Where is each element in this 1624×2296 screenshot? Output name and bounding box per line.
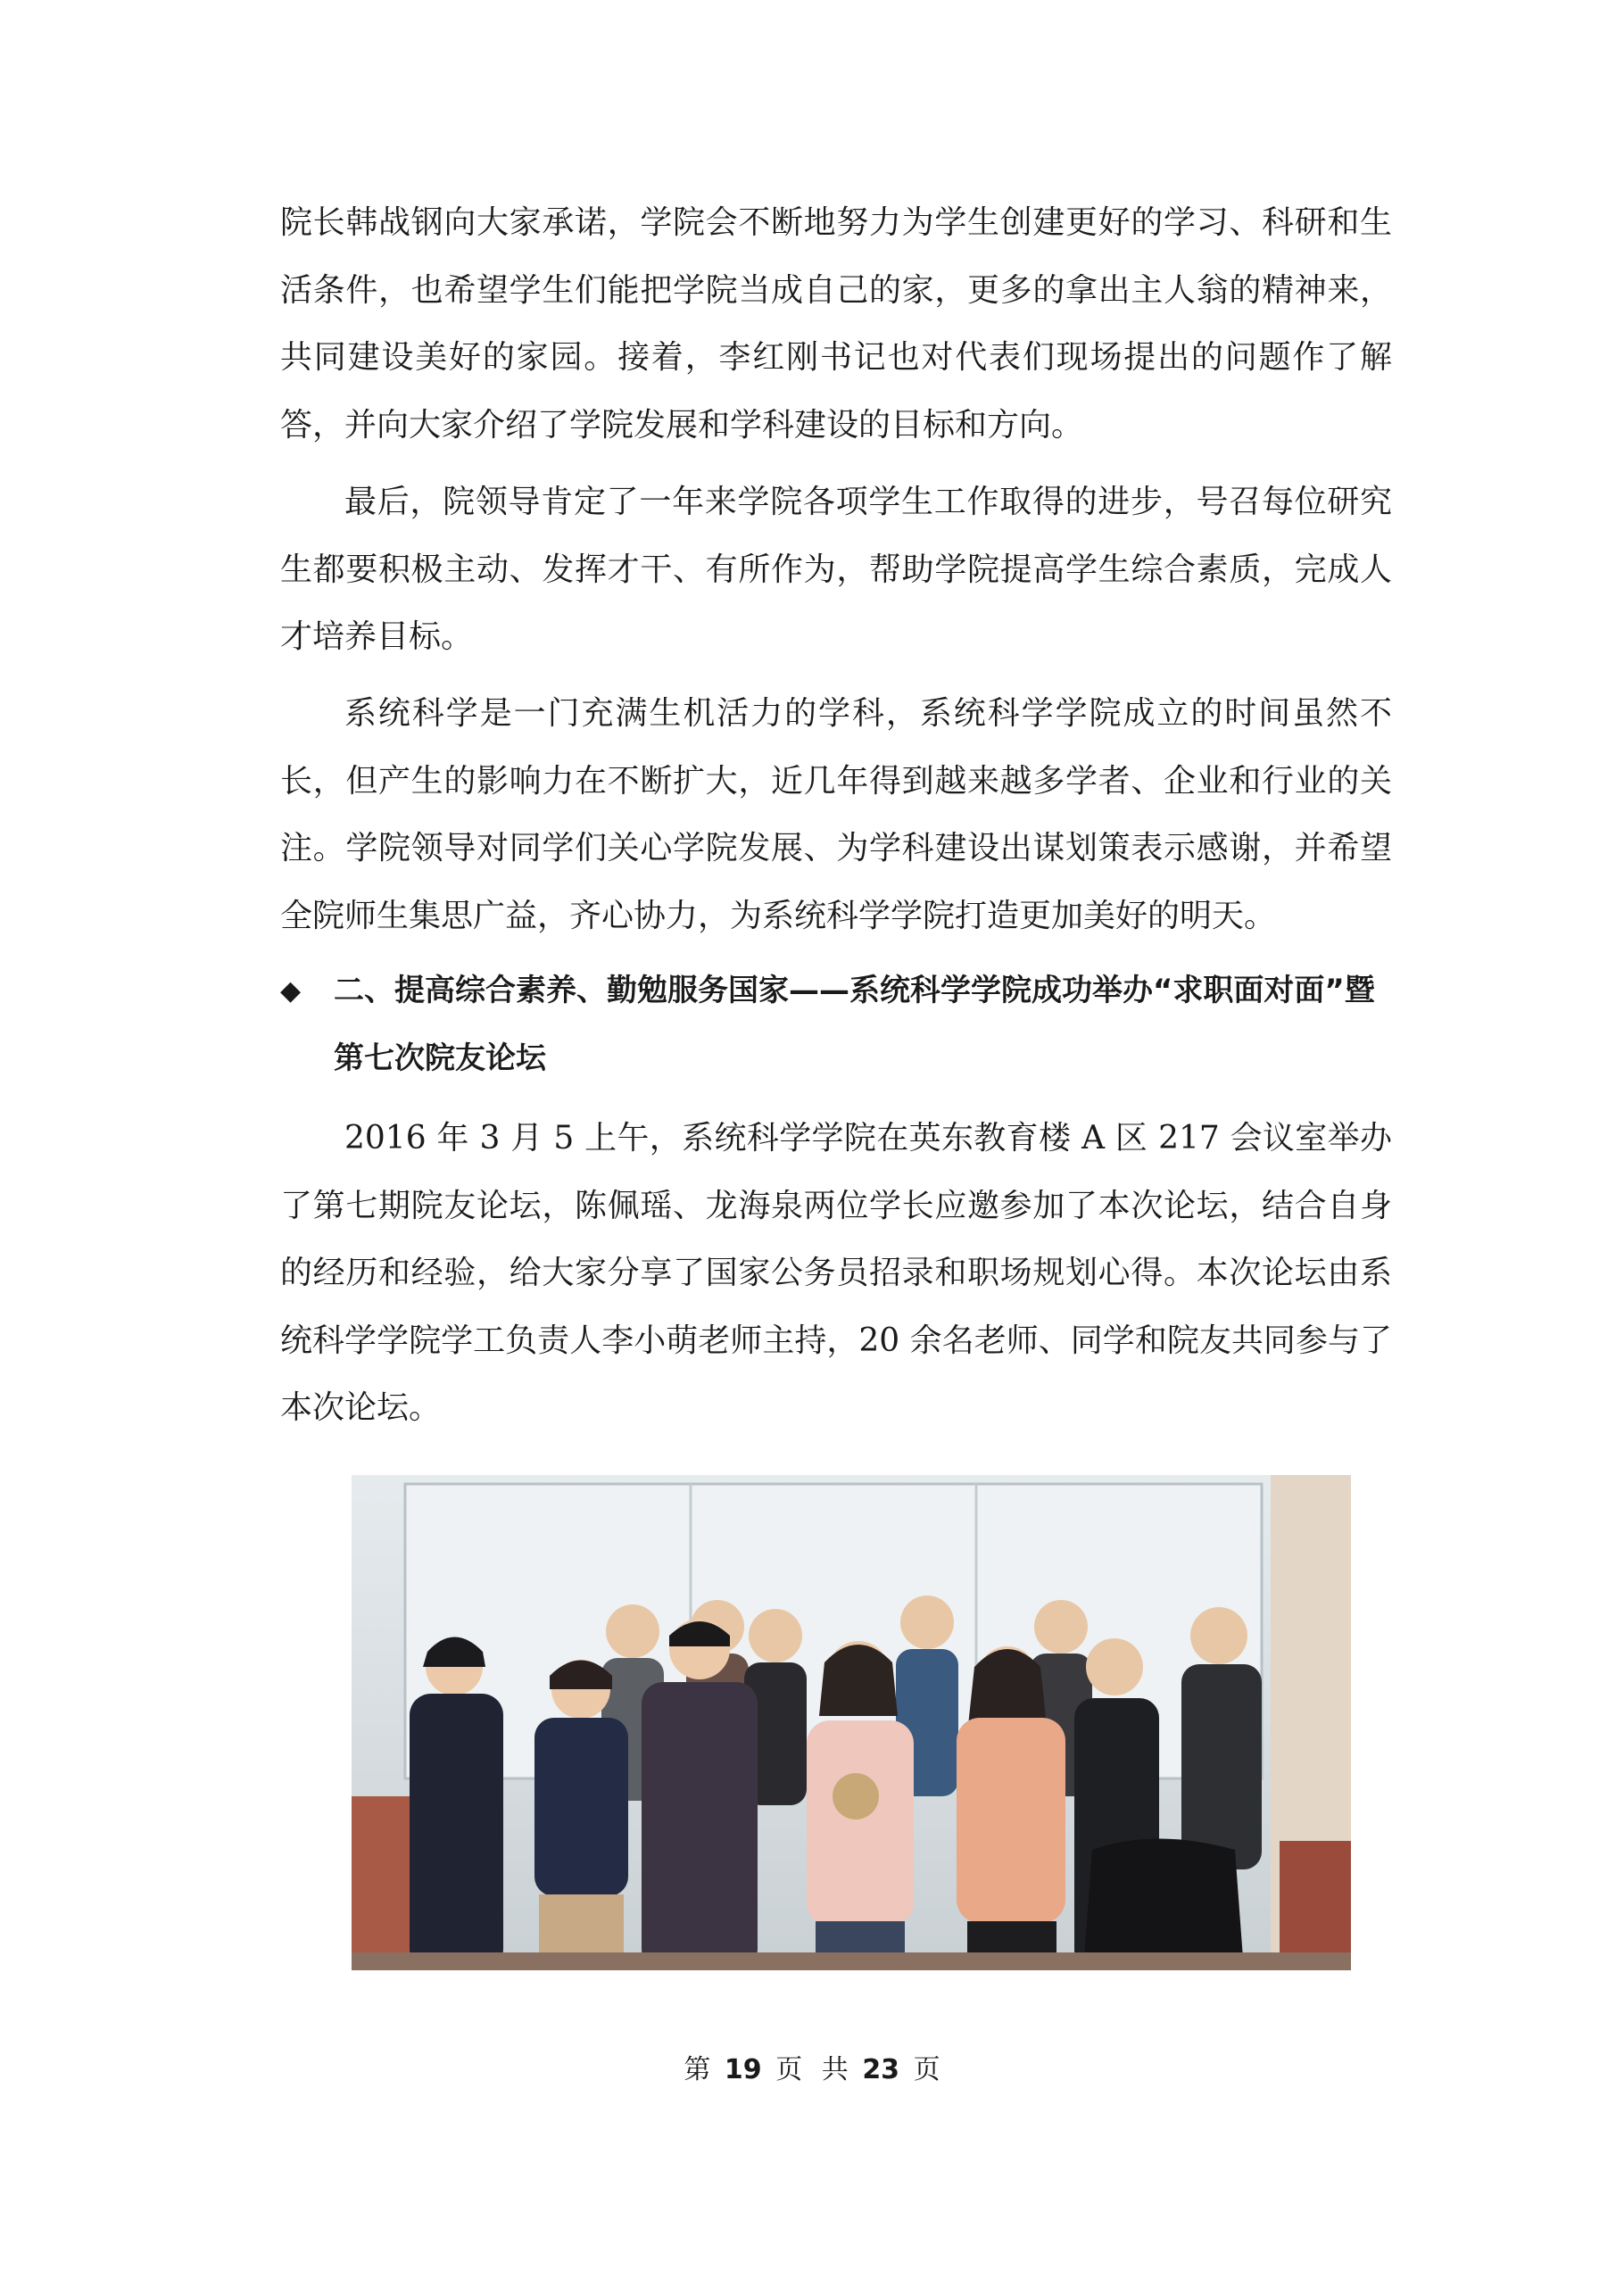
footer-prefix: 第 [684,2054,711,2085]
table-edge [352,1952,1351,1970]
paragraph-systems-science: 系统科学是一门充满生机活力的学科，系统科学学院成立的时间虽然不长，但产生的影响力在不断扩大，近几年得到越来越多学者、企业和行业的关注。学院领导对同学们关心学院发展、为学科建设出谋划策表示感谢，并希望全院师生集思广益，齐心协力，为系统科学学院打造更加美好的明天。 [280,695,1392,934]
section-title: 二、提高综合素养、勤勉服务国家——系统科学学院成功举办“求职面对面”暨第七次院友论坛 [334,973,1375,1076]
footer-total-word: 共 [821,2054,849,2085]
diamond-bullet-icon: ◆ [280,975,302,1007]
current-page-number: 19 [724,2054,762,2085]
chair [1083,1839,1244,1971]
footer-page-word: 页 [775,2054,803,2085]
paragraph-leaders-affirm: 最后，院领导肯定了一年来学院各项学生工作取得的进步，号召每位研究生都要积极主动、发挥才干、有所作为，帮助学院提高学生综合素质，完成人才培养目标。 [280,484,1392,655]
paragraph-dean-promise: 院长韩战钢向大家承诺，学院会不断地努力为学生创建更好的学习、科研和生活条件，也希望学生们能把学院当成自己的家，更多的拿出主人翁的精神来，共同建设美好的家园。接着，李红刚书记也对代表们现场提出的问题作了解答，并向大家介绍了学院发展和学科建设的目标和方向。 [280,204,1392,443]
total-page-number: 23 [862,2054,900,2085]
paragraph-alumni-forum: 2016 年 3 月 5 上午，系统科学学院在英东教育楼 A 区 217 会议室举办了第七期院友论坛，陈佩瑶、龙海泉两位学长应邀参加了本次论坛，结合自身的经历和经验，给大家分享了国家公务员招录和职场规划心得。本次论坛由系统科学学院学工负责人李小萌老师主持，20 余名老师、同学和院友共同参与了本次论坛。 [280,1120,1392,1426]
section-heading [280,957,1396,1092]
group-photo [352,1475,1351,1970]
footer-suffix: 页 [913,2054,940,2085]
page-footer [0,2047,1624,2086]
